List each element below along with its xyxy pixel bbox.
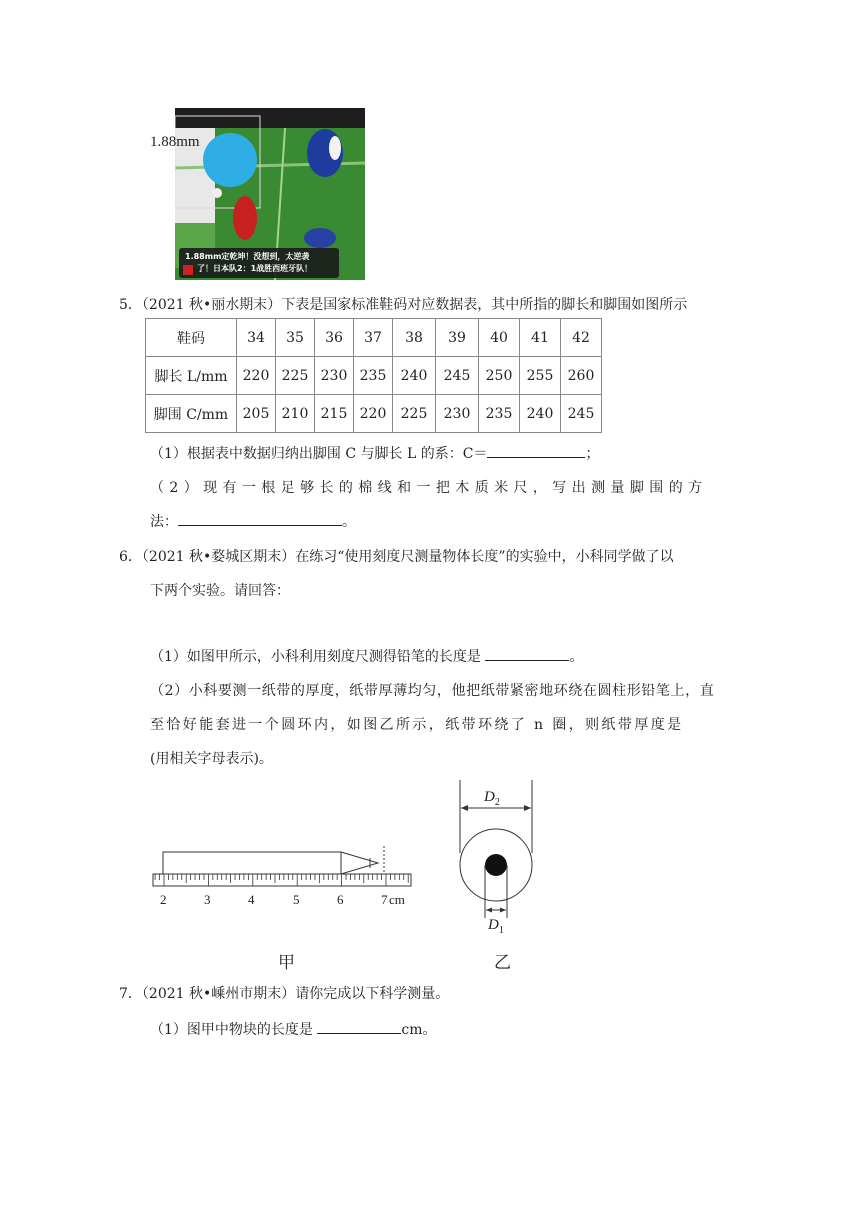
question-5-stem: [119, 294, 687, 314]
table-row: [146, 319, 602, 357]
question-5-sub2: [150, 477, 708, 497]
table-cell: 38: [393, 319, 436, 357]
answer-blank[interactable]: [178, 511, 342, 526]
question-6-sub1-end: 。: [569, 649, 584, 665]
table-cell: 230: [436, 395, 479, 433]
label-d2-sub: 2: [494, 797, 500, 808]
question-5-sub2-end: 。: [342, 514, 356, 530]
table-cell: 215: [315, 395, 354, 433]
table-cell: 260: [561, 357, 602, 395]
tick-label: 4: [248, 892, 255, 907]
question-7-number: 7．: [119, 986, 142, 1002]
table-cell: 240: [520, 395, 561, 433]
table-cell: 240: [393, 357, 436, 395]
question-5-text: 下表是国家标准鞋码对应数据表，其中所指的脚长和脚围如图所示: [281, 297, 688, 313]
table-cell: 255: [520, 357, 561, 395]
figure-a-caption: 甲: [278, 953, 295, 973]
table-cell: 210: [276, 395, 315, 433]
question-6-stem-cont: 下两个实验。请回答：: [150, 583, 290, 599]
table-cell: 230: [315, 357, 354, 395]
ruler-unit: cm: [389, 892, 405, 907]
tick-label: 3: [204, 892, 211, 907]
ruler-tick-labels: [148, 892, 418, 912]
label-d2: [484, 789, 500, 808]
question-7-sub1: [150, 1019, 437, 1039]
table-row-label: 脚围 C/mm: [146, 395, 237, 433]
label-d1-letter: D: [488, 917, 499, 933]
table-cell: 220: [354, 395, 393, 433]
table-row-label: 鞋码: [146, 319, 237, 357]
tick-label: 5: [293, 892, 300, 907]
table-row-label: 脚长 L/mm: [146, 357, 237, 395]
figure-b-caption: 乙: [494, 953, 511, 973]
question-6-text: 在练习“使用刻度尺测量物体长度”的实验中，小科同学做了以: [295, 549, 674, 565]
question-6-sub1: [150, 646, 583, 666]
table-cell: 250: [479, 357, 520, 395]
photo-banner-line2: 了！日本队2：1战胜西班牙队！: [197, 264, 313, 273]
question-5-sub1-end: ；: [585, 446, 600, 462]
question-7-sub1-end: cm。: [401, 1022, 437, 1038]
answer-blank[interactable]: [487, 443, 585, 458]
ring-figure: [450, 778, 550, 938]
photo-banner-line1: 1.88mm定乾坤！没想到，太逆袭: [185, 252, 310, 261]
question-5-sub2-text: （2）现有一根足够长的棉线和一把木质米尺，写出测量脚围的方: [150, 480, 708, 496]
question-6-sub1-text: （1）如图甲所示，小科利用刻度尺测得铅笔的长度是: [150, 649, 481, 665]
label-d1-sub: 1: [498, 925, 504, 936]
shoe-size-table: [145, 318, 602, 433]
table-cell: 235: [479, 395, 520, 433]
question-5-sub1-text: （1）根据表中数据归纳出脚围 C 与脚长 L 的系：C＝: [150, 446, 488, 462]
question-6-sub2-cont: 至恰好能套进一个圆环内，如图乙所示，纸带环绕了 n 圈，则纸带厚度是: [150, 717, 684, 733]
question-6-stem: [119, 546, 674, 566]
table-cell: 34: [237, 319, 276, 357]
table-cell: 40: [479, 319, 520, 357]
tick-label: 7: [381, 892, 388, 907]
table-row: [146, 395, 602, 433]
table-cell: 220: [237, 357, 276, 395]
tick-label: 6: [337, 892, 344, 907]
question-7-sub1-text: （1）图甲中物块的长度是: [150, 1022, 313, 1038]
label-d1: [488, 917, 504, 936]
table-cell: 35: [276, 319, 315, 357]
label-d2-letter: D: [484, 789, 495, 805]
question-5-number: 5．: [119, 297, 142, 313]
answer-blank[interactable]: [485, 646, 569, 661]
question-5-sub1: [150, 443, 599, 463]
question-6-sub2: （2）小科要测一纸带的厚度，纸带厚薄均匀，他把纸带紧密地环绕在圆柱形铅笔上，直: [150, 683, 715, 699]
table-cell: 205: [237, 395, 276, 433]
question-6-source: （2021 秋•婺城区期末）: [141, 549, 296, 565]
question-6-sub2-cont2: (用相关字母表示)。: [150, 751, 273, 767]
question-6-number: 6．: [119, 549, 142, 565]
football-photo: [175, 108, 365, 280]
table-cell: 225: [276, 357, 315, 395]
table-cell: 36: [315, 319, 354, 357]
table-cell: 39: [436, 319, 479, 357]
question-5-sub2-label: 法：: [150, 514, 178, 530]
tick-label: 2: [160, 892, 167, 907]
table-cell: 235: [354, 357, 393, 395]
table-cell: 225: [393, 395, 436, 433]
table-cell: 37: [354, 319, 393, 357]
table-cell: 42: [561, 319, 602, 357]
photo-measure-label: 1.88mm: [150, 134, 200, 150]
table-cell: 41: [520, 319, 561, 357]
table-cell: 245: [561, 395, 602, 433]
question-5-source: （2021 秋•丽水期末）: [141, 297, 282, 313]
question-5-sub2-cont: [150, 511, 356, 531]
question-7-source: （2021 秋•嵊州市期末）: [141, 986, 296, 1002]
table-row: [146, 357, 602, 395]
question-7-text: 请你完成以下科学测量。: [295, 986, 450, 1002]
table-cell: 245: [436, 357, 479, 395]
question-7-stem: [119, 983, 449, 1003]
answer-blank[interactable]: [317, 1019, 401, 1034]
